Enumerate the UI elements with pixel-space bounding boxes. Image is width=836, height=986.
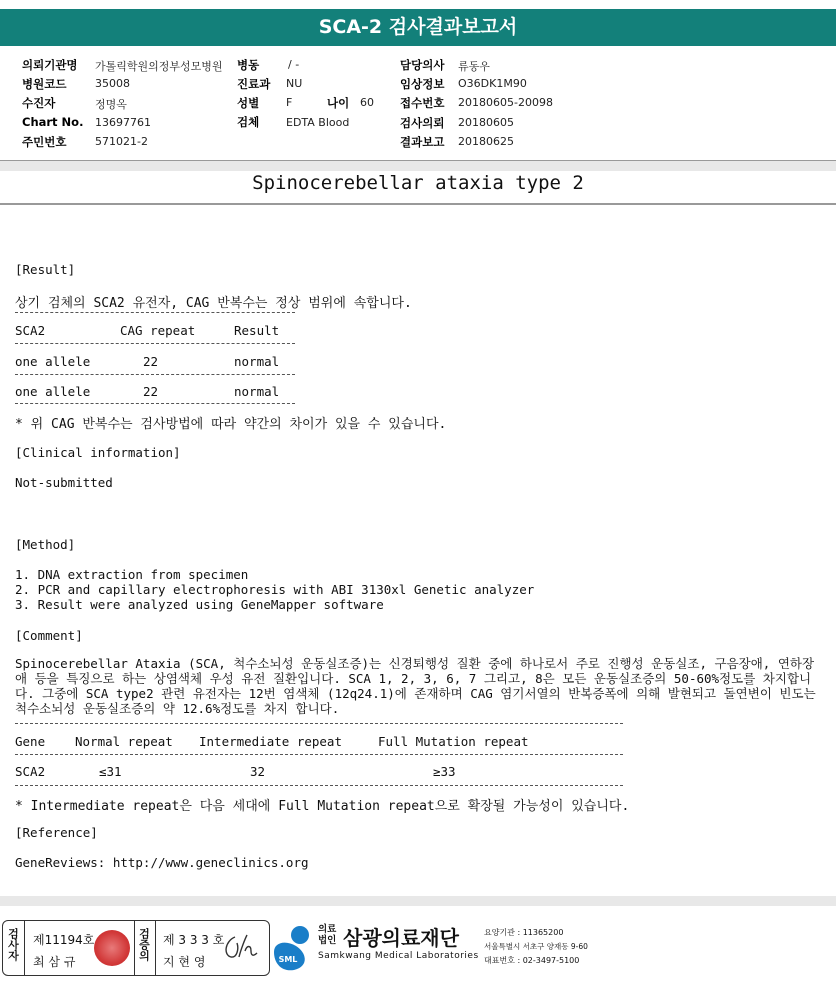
reference-heading: [Reference] [15,825,98,840]
report-title-bar [0,9,836,46]
comment-col-normal: Normal repeat [75,734,173,749]
org-phone: 대표번호 : 02-3497-5100 [484,956,580,965]
reviewer-name: 지 현 영 [163,955,206,969]
table-rule [15,312,295,313]
table-rule [15,343,295,344]
result-heading: [Result] [15,262,76,277]
result-col-repeat: CAG repeat [120,323,196,338]
table-rule [15,785,623,786]
hospital-code-value: 35008 [95,77,130,90]
comment-row-gene: SCA2 [15,764,46,779]
result-row-repeat: 22 [143,354,159,369]
request-value: 20180605 [458,116,514,129]
report-date-label: 결과보고 [400,135,445,149]
ward-label: 병동 [237,58,260,72]
table-rule [15,403,295,404]
result-col-result: Result [234,323,280,338]
comment-col-intermediate: Intermediate repeat [199,734,342,749]
result-summary: 상기 검체의 SCA2 유전자, CAG 반복수는 정상 범위에 속합니다. [15,296,412,311]
inspector-name: 최 삼 규 [33,955,76,969]
age-value: 60 [360,96,374,109]
signature-box [2,920,270,976]
report-date-value: 20180625 [458,135,514,148]
reviewer-number: 제 3 3 3 호 [163,933,225,947]
method-step: 2. PCR and capillary electrophoresis with ABI 3130xl Genetic analyzer [15,582,535,597]
dept-label: 진료과 [237,77,271,91]
comment-row-normal: ≤31 [99,764,122,779]
institution-label: 의뢰기관명 [22,58,78,72]
result-row-status: normal [234,384,280,399]
method-step: 3. Result were analyzed using GeneMapper software [15,597,384,612]
org-address: 서울특별시 서초구 양재동 9-60 [484,942,588,951]
doctor-value: 류동우 [458,60,490,73]
org-code: 요양기관 : 11365200 [484,928,564,937]
comment-row-intermediate: 32 [250,764,266,779]
comment-col-gene: Gene [15,734,46,749]
receipt-label: 접수번호 [400,96,445,110]
dept-value: NU [286,77,303,90]
result-col-gene: SCA2 [15,323,46,338]
comment-col-full: Full Mutation repeat [378,734,529,749]
divider-band [0,161,836,171]
collector-label: 수진자 [22,96,56,110]
age-label: 나이 [327,96,350,110]
sex-value: F [286,96,293,109]
hospital-code-label: 병원코드 [22,77,67,91]
specimen-label: 검체 [237,115,260,129]
table-rule [15,754,623,755]
report-title: SCA-2 검사결과보고서 [318,16,518,38]
comment-heading: [Comment] [15,628,83,643]
title-underline [0,203,836,205]
sex-label: 성별 [237,96,260,110]
comment-note: * Intermediate repeat은 다음 세대에 Full Mutation repeat으로 확장될 가능성이 있습니다. [15,799,630,814]
logo-abbr: SML [278,955,298,964]
request-label: 검사의뢰 [400,116,445,130]
org-prefix: 의료법인 [318,924,337,946]
chart-value: 13697761 [95,116,151,129]
test-title: Spinocerebellar ataxia type 2 [252,172,584,194]
result-note: * 위 CAG 반복수는 검사방법에 따라 약간의 차이가 있을 수 있습니다. [15,417,447,432]
table-rule [15,374,295,375]
signature-icon [221,931,261,965]
specimen-value: EDTA Blood [286,116,350,129]
reviewer-label: 검증의 [137,928,151,961]
collector-value: 정명옥 [95,98,127,111]
comment-paragraph: Spinocerebellar Ataxia (SCA, 척수소뇌성 운동실조증)는 신경퇴행성 질환 중에 하나로서 주로 진행성 운동실조, 구음장애, 연하장애 등을 특징으로 하는 상염색체 우성 유전 질환입니다. SCA 1, 2, 3, 6, 7 그리고, 8은 모든 운동실조증의 50-60%정도를 차지합니다. 그중에 SCA type2 관련 유전자는 12번 염색체 (12q24.1)에 존재하며 CAG 염기서열의 반복증폭에 의해 발현되고 돌연변이 빈도는 척수소뇌성 운동실조증의 약 12.6%정도를 차지 합니다. [15,656,816,716]
receipt-value: 20180605-20098 [458,96,553,109]
chart-label: Chart No. [22,115,84,129]
id-value: 571021-2 [95,135,148,148]
clinical-text: Not-submitted [15,475,113,490]
ward-value: / - [288,58,300,71]
seal-icon [94,930,130,966]
org-english: Samkwang Medical Laboratories [318,951,479,961]
table-rule [15,723,623,724]
footer-band [0,896,836,906]
result-row-status: normal [234,354,280,369]
org-name: 삼광의료재단 [343,926,459,950]
institution-value: 가톨릭학원의정부성모병원 [95,60,223,73]
comment-row-full: ≥33 [433,764,456,779]
sml-logo-icon [270,922,316,972]
result-row-allele: one allele [15,384,91,399]
reference-text: GeneReviews: http://www.geneclinics.org [15,855,309,870]
clinical-heading: [Clinical information] [15,445,181,460]
method-step: 1. DNA extraction from specimen [15,567,249,582]
result-row-repeat: 22 [143,384,159,399]
method-heading: [Method] [15,537,76,552]
inspector-label: 검사자 [6,928,20,961]
clinical-label: 임상정보 [400,77,445,91]
inspector-number: 제11194호 [33,933,95,947]
id-label: 주민번호 [22,135,67,149]
clinical-value: O36DK1M90 [458,77,527,90]
result-row-allele: one allele [15,354,91,369]
doctor-label: 담당의사 [400,58,445,72]
